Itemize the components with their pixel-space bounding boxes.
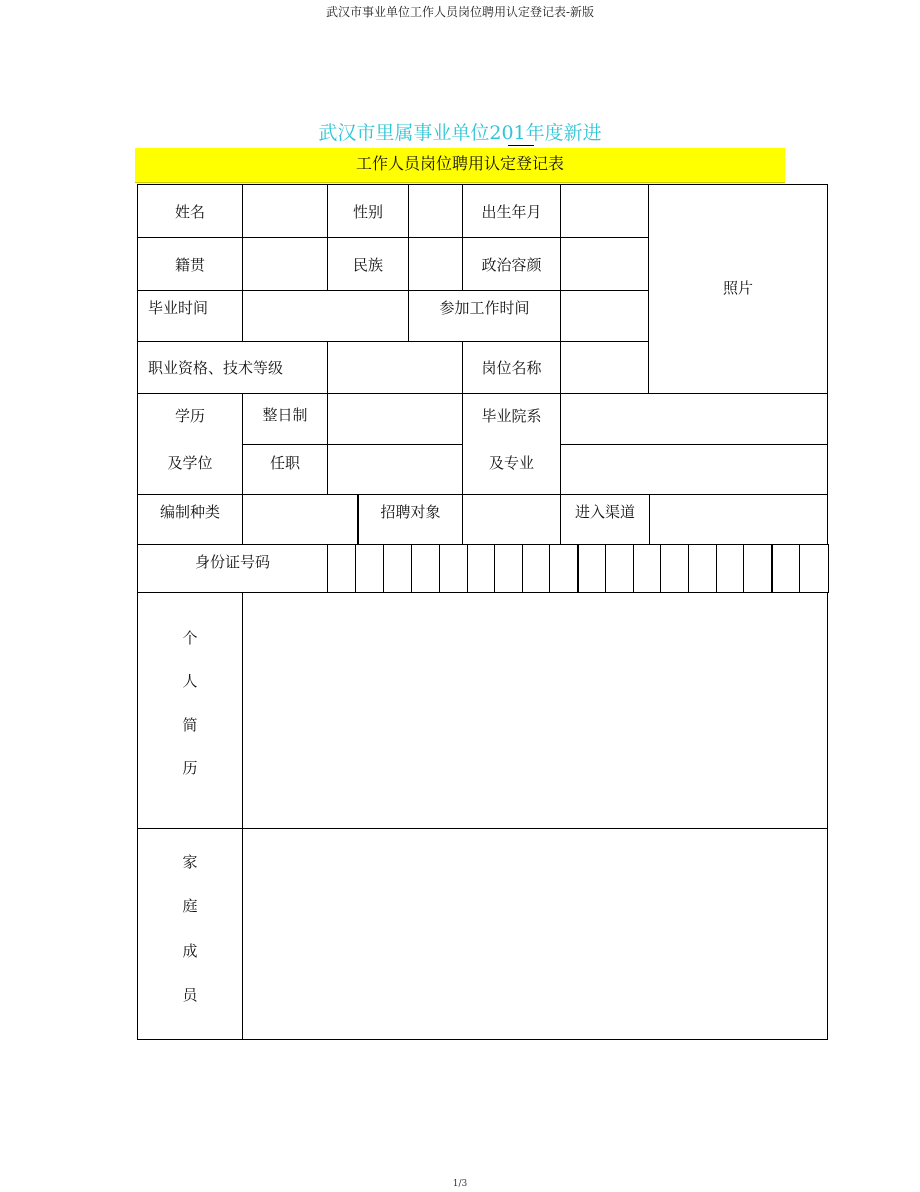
label-education <box>137 393 243 495</box>
id-digit-box[interactable] <box>771 544 800 593</box>
full-time-degree-field[interactable] <box>327 393 463 445</box>
label-education-line1: 学历 <box>174 407 205 425</box>
label-entry-channel: 进入渠道 <box>560 494 650 545</box>
id-digit-box[interactable] <box>577 544 606 593</box>
label-native-place: 籍贯 <box>137 237 243 291</box>
id-digit-box[interactable] <box>799 544 829 593</box>
resume-char-4: 历 <box>182 758 198 777</box>
label-resume <box>137 592 243 829</box>
id-digit-box[interactable] <box>327 544 356 593</box>
id-digit-box[interactable] <box>467 544 495 593</box>
family-char-1: 家 <box>182 853 198 871</box>
label-full-time: 整日制 <box>242 393 328 445</box>
political-status-field[interactable] <box>560 237 649 291</box>
recruit-target-field[interactable] <box>462 494 561 545</box>
id-digit-box[interactable] <box>411 544 440 593</box>
id-digit-box[interactable] <box>633 544 661 593</box>
label-in-service: 任职 <box>242 444 328 495</box>
name-field[interactable] <box>242 184 328 238</box>
page-header: 武汉市事业单位工作人员岗位聘用认定登记表-新版 <box>325 5 595 19</box>
label-ethnicity: 民族 <box>327 237 409 291</box>
label-school <box>462 393 561 495</box>
family-char-2: 庭 <box>182 897 198 916</box>
photo-box[interactable]: 照片 <box>648 184 828 394</box>
label-gender: 性别 <box>327 184 409 238</box>
id-digit-box[interactable] <box>494 544 523 593</box>
form-title-line1: 武汉市里属事业单位201年度新进 <box>318 122 602 144</box>
id-digit-box[interactable] <box>743 544 772 593</box>
entry-channel-field[interactable] <box>649 494 828 545</box>
form-title-line2: 工作人员岗位聘用认定登记表 <box>135 148 785 183</box>
label-id-number: 身份证号码 <box>137 544 328 593</box>
label-work-start-time: 参加工作时间 <box>408 290 561 342</box>
label-family <box>137 828 243 1040</box>
birth-field[interactable] <box>560 184 649 238</box>
label-graduation-time: 毕业时间 <box>137 290 243 342</box>
ethnicity-field[interactable] <box>408 237 463 291</box>
family-members-field[interactable] <box>242 828 828 1040</box>
qualification-field[interactable] <box>327 341 463 394</box>
id-digit-box[interactable] <box>383 544 412 593</box>
label-political-status: 政治容颜 <box>462 237 561 291</box>
work-start-time-field[interactable] <box>560 290 649 342</box>
label-position-name: 岗位名称 <box>462 341 561 394</box>
id-digit-box[interactable] <box>716 544 744 593</box>
label-qualification: 职业资格、技术等级 <box>137 341 328 394</box>
id-digit-box[interactable] <box>660 544 689 593</box>
label-birth: 出生年月 <box>462 184 561 238</box>
label-recruit-target: 招聘对象 <box>358 494 463 545</box>
label-school-line1: 毕业院系 <box>481 407 542 425</box>
resume-char-2: 人 <box>182 672 198 691</box>
id-digit-box[interactable] <box>439 544 468 593</box>
resume-char-1: 个 <box>182 629 198 647</box>
id-digit-box[interactable] <box>522 544 550 593</box>
id-digit-box[interactable] <box>605 544 634 593</box>
title-underline <box>508 145 534 146</box>
position-name-field[interactable] <box>560 341 649 394</box>
resume-field[interactable] <box>242 592 828 829</box>
family-char-3: 成 <box>182 941 198 960</box>
page-number: 1/3 <box>452 1179 468 1189</box>
id-digit-box[interactable] <box>355 544 384 593</box>
full-time-school-field[interactable] <box>560 393 828 445</box>
staffing-type-field[interactable] <box>242 494 359 545</box>
gender-field[interactable] <box>408 184 463 238</box>
id-digit-box[interactable] <box>549 544 578 593</box>
in-service-school-field[interactable] <box>560 444 828 495</box>
family-char-4: 员 <box>182 985 198 1004</box>
resume-char-3: 简 <box>182 715 198 734</box>
native-place-field[interactable] <box>242 237 328 291</box>
label-education-line2: 及学位 <box>167 454 213 472</box>
graduation-time-field[interactable] <box>242 290 409 342</box>
label-name: 姓名 <box>137 184 243 238</box>
id-digit-box[interactable] <box>688 544 717 593</box>
label-staffing-type: 编制种类 <box>137 494 243 545</box>
label-school-line2: 及专业 <box>488 454 534 472</box>
in-service-degree-field[interactable] <box>327 444 463 495</box>
